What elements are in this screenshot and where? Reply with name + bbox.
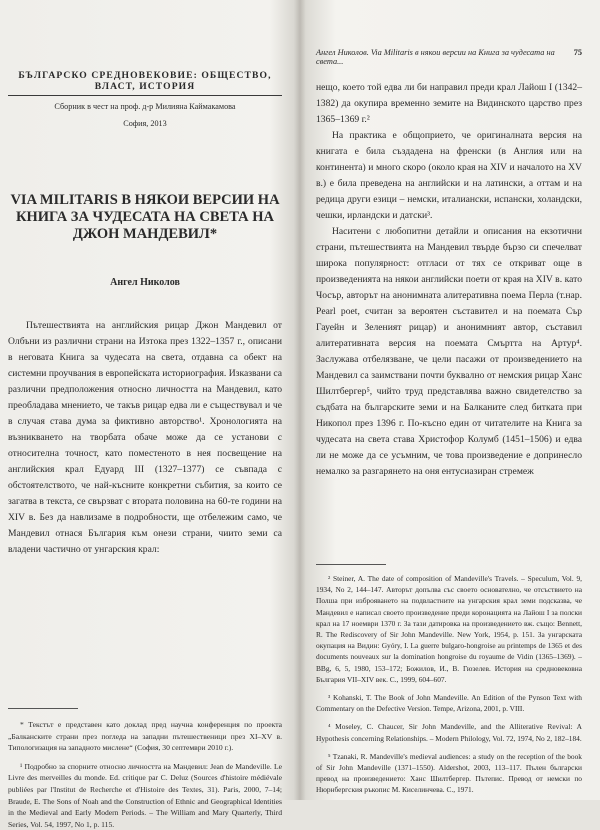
footnote-rule	[8, 708, 78, 709]
left-page	[0, 0, 292, 829]
article-author: Ангел Николов	[110, 277, 180, 288]
body-paragraph: нещо, което той едва ли би направил преди крал Лайош I (1342–1382) да окупира временно земите на Видинското царство през 1365–1369 г.²	[316, 82, 582, 125]
footnotes	[8, 719, 282, 830]
footnote: ² Steiner, A. The date of composition of Mandeville's Travels. – Speculum, Vol. 9, 1934, No 2, 144–147. Авторът допълва със своето основателно, че отсъствието на Полша при изброяването на подвластните на унгарския крал земи подсказва, че Мандевил е написал своето произведение преди коронацията на Лайош I за полски крал на 17 ноември 1370 г. За тази датировка на произведението вж. също: Bennett, R. The Rediscovery of Sir John Mandeville. New York, 1954, p. 151. За унгарската окупация на Видин: Gyóry, I. La guerre bulgaro-hongroise au printemps de 1365 et des documents nouveaux sur la domination hongroise du royaume de Vidin (1365–1369). – BBg, 6, 5, 1980, 153–172; Божилов, И., В. Гюзелев. История на средновековна България VII–XIV век. С., 1999, 604–607.	[316, 574, 582, 684]
article-title: VIA MILITARIS В НЯКОИ ВЕРСИИ НА КНИГА ЗА ЧУДЕСАТА НА СВЕТА НА ДЖОН МАНДЕВИЛ*	[10, 192, 280, 242]
running-head	[316, 48, 582, 66]
footnote: ³ Kohanski, T. The Book of John Mandeville. An Edition of the Pynson Text with Commentary on the Defective Version. Tempe, Arizona, 2001, p. VIII.	[316, 693, 582, 714]
body-paragraph: Пътешествията на английския рицар Джон Мандевил от Олбъни из различни страни на Изтока през 1322–1357 г., описани в неговата Книга за чудесата на света, отдавна са обект на системни проучвания в европейската историография. Изказвани са различни предположения относно личността на Мандевил, като преобладава мнението, че такъв рицар едва ли е съществувал и че в случая става дума за фиктивно авторство¹. Хронологията на възникването на творбата обаче може да се установи с относителна точност, като поместеното в нея посвещение на английския крал Едуард III (1327–1377) се съвпада с обстоятелството, че най-късните конкретни събития, за които се загатва в текста, се свързват с втората половина на 60-те години на XIV в. Без да навлизаме в подробности, ще отбележим само, че Мандевил отнася България към онези страни, чиито земи са владени частично от унгарския крал:	[8, 320, 282, 555]
right-page	[300, 0, 600, 800]
footnotes	[316, 573, 582, 796]
book-subtitle: Сборник в чест на проф. д-р Милияна Каймакамова	[54, 102, 236, 111]
page-number: 75	[573, 48, 582, 57]
body-paragraph: Наситени с любопитни детайли и описания на екзотични страни, пътешествията на Мандевил твърде бързо си спечелват широка популярност: отгласи от тях се откриват още в произведенията на някои английски поети от края на XIV в. като Чосър, авторът на анонимната алитеративна поема Перла (т.нар. Pearl poet, считан за вероятен съставител и на поемата Сър Гауейн и Зеленият рицар) и анонимният автор, съставил алитеративната версия на поемата Смъртта на Артур⁴. Заслужава отбелязване, че цели пасажи от произведението на Мандевил са заимствани почти буквално от немския рицар Ханс Шилтбергер⁵, чийто труд представлява важно свидетелство за съдбата на българските земи и на Балканите след битката при Никопол през 1396 г. По-късно един от читателите на Книга за чудесата на света става Христофор Колумб (1451–1506) и едва ли не може да се усъмним, че това произведение е допринесло немалко за разгарянето на оня ентусиазиран стремеж	[316, 226, 582, 477]
footnote: ¹ Подробно за спорните относно личността на Мандевил: Jean de Mandeville. Le Livre des merveilles du monde. Ed. critique par C. Deluz (Sources d'histoire médiévale publiées par l'Institut de Recherche et d'Histoire des Textes, 31). Paris, 2000, 7–14; Braude, E. The Sons of Noah and the Construction of Ethnic and Geographical Identities in the Medieval and Early Modern Periods. – The William and Mary Quarterly, Third Series, Vol. 54, 1997, No 1, p. 115.	[8, 761, 282, 829]
running-head-title: Ангел Николов. Via Militaris в някои версии на Книга за чудесата на света...	[316, 48, 555, 66]
place-date: София, 2013	[123, 119, 167, 128]
footnote-rule	[316, 564, 386, 565]
footnote: ⁴ Moseley, C. Chaucer, Sir John Mandeville, and the Alliterative Revival: A Hypothesis concerning Relationships. – Modern Philology, Vol. 72, 1974, No 2, 182–184.	[316, 722, 582, 743]
footnote: ⁵ Tzanaki, R. Mandeville's medieval audiences: a study on the reception of the book of Sir John Mandeville (1371–1550). Aldershot, 2003, 113–117. Пълен български превод на произведението: Ханс Шилтбергер. Пътепис. Превод от немски по Нюрнбергския ръкопис М. Киселинчева. С., 1971.	[316, 751, 582, 795]
footnote: * Текстът е представен като доклад пред научна конференция по проекта „Балканските страни през погледа на западни пътешественици през XI–XV в. Типологизация на западното мислене“ (София, 30 септември 2010 г.).	[8, 720, 282, 753]
body-paragraph: На практика е общоприето, че оригиналната версия на книгата е била създадена на френски (в Англия или на континента) и много скоро (около края на XIV и началото на XV в.) е била преведена на английски и на латински, а оттам и на редица други езици – немски, италиански, испански, холандски, чешки, ирландски и датски³.	[316, 130, 582, 221]
book-title: БЪЛГАРСКО СРЕДНОВЕКОВИЕ: ОБЩЕСТВО, ВЛАСТ, ИСТОРИЯ	[8, 70, 282, 96]
